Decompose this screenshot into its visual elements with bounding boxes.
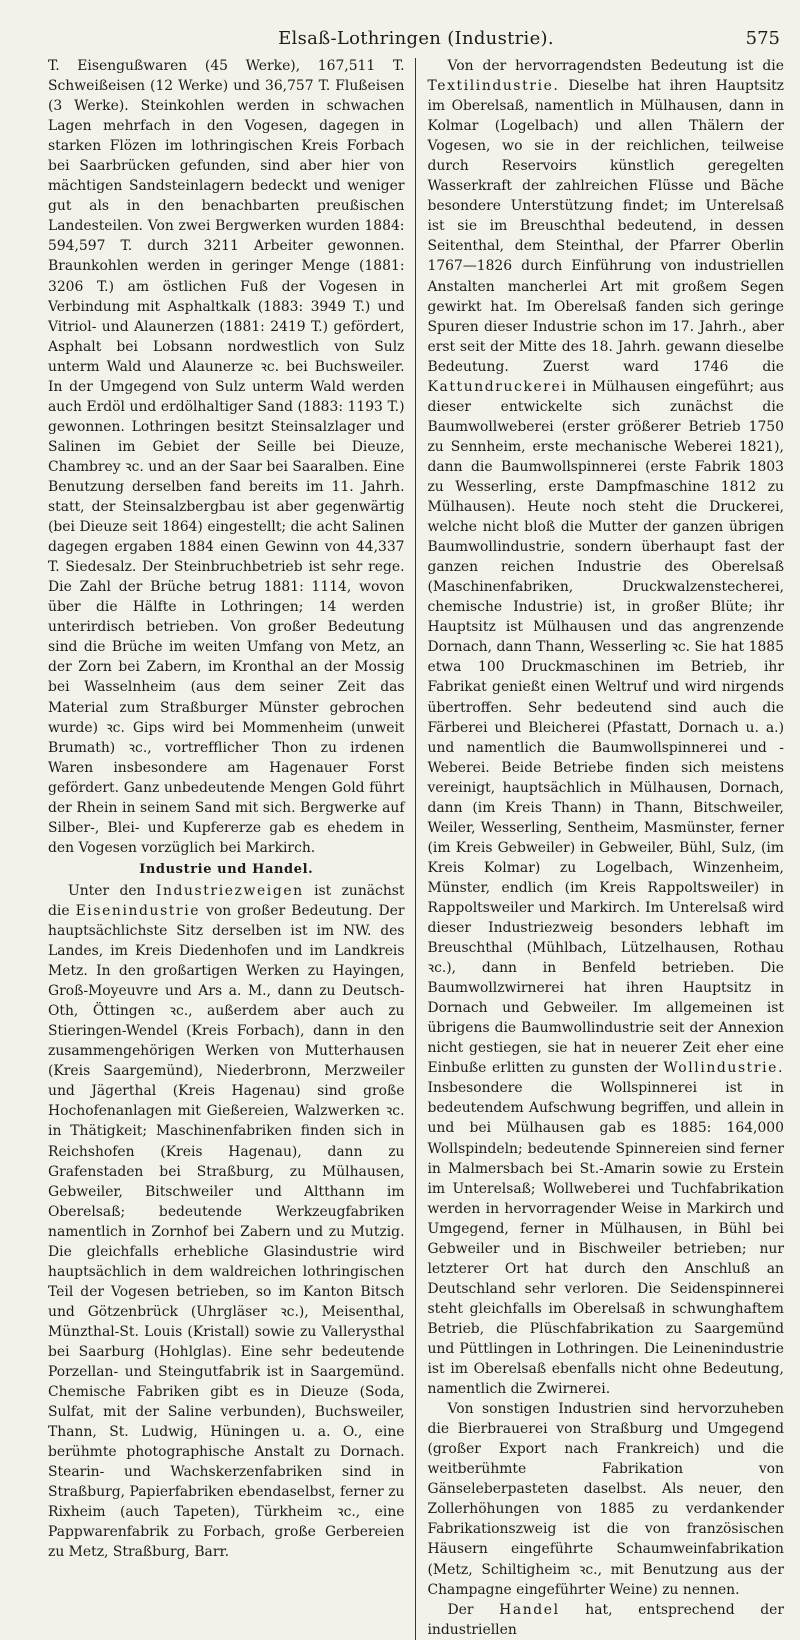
emphasis-industriezweige: Industriezweigen <box>155 882 304 899</box>
section-heading-industrie-und-handel: Industrie und Handel. <box>139 861 314 877</box>
text-run: Von der hervorragendsten Bedeutung ist die <box>447 58 784 74</box>
text-run: ist zunächst die <box>48 882 405 919</box>
emphasis-eisenindustrie: Eisenindustrie <box>75 902 201 919</box>
text-columns <box>48 56 784 1640</box>
paragraph-eisenindustrie <box>48 881 405 1563</box>
paragraph-mining: T. Eisengußwaren (45 Werke), 167,511 T. Schweißeisen (12 Werke) und 36,757 T. Flußeisen (3 Werke). Steinkohlen werden in schwachen Lagen mehrfach in den Vogesen, dagegen in starken Flözen im lothringischen Kreis Forbach bei Saarbrücken gefunden, sind aber hier von mächtigen Sandsteinlagern bedeckt und weniger gut als in den benachbarten preußischen Landesteilen. Von zwei Bergwerken wurden 1884: 594,597 T. durch 3211 Arbeiter gewonnen. Braunkohlen werden in geringer Menge (1881: 3206 T.) am östlichen Fuß der Vogesen in Verbindung mit Asphaltkalk (1883: 3949 T.) und Vitriol- und Alaunerzen (1881: 2419 T.) gefördert, Asphalt bei Lobsann nordwestlich von Sulz unterm Wald und Alaunerze ꝛc. bei Buchsweiler. In der Umgegend von Sulz unterm Wald werden auch Erdöl und erdölhaltiger Sand (1883: 1193 T.) gewonnen. Lothringen besitzt Steinsalzlager und Salinen im Gebiet der Seille bei Dieuze, Chambrey ꝛc. und an der Saar bei Saaralben. Eine Benutzung derselben fand bereits im 11. Jahrh. statt, der Steinsalzbergbau ist aber gegenwärtig (bei Dieuze seit 1864) eingestellt; die acht Salinen dagegen ergaben 1884 einen Gewinn von 44,337 T. Siedesalz. Der Steinbruchbetrieb ist sehr rege. Die Zahl der Brüche betrug 1881: 1114, wovon über die Hälfte in Lothringen; 14 werden unterirdisch betrieben. Von großer Bedeutung sind die Brüche im weiten Umfang von Metz, an der Zorn bei Zabern, im Kronthal an der Mossig bei Wasselnheim (aus dem seiner Zeit das Material zum Straßburger Münster gebrochen wurde) ꝛc. Gips wird bei Mommenheim (unweit Brumath) ꝛc., vortrefflicher Thon zu irdenen Waren insbesondere am Hagenauer Forst gefördert. Ganz unbedeutende Mengen Gold führt der Rhein in seinem Sand mit sich. Bergwerke auf Silber-, Blei- und Kupfererze gab es ehedem in den Vogesen vorzüglich bei Markirch. <box>48 58 405 856</box>
right-column <box>415 56 784 1640</box>
running-title: Elsaß-Lothringen (Industrie). <box>278 28 554 49</box>
emphasis-textilindustrie: Textilindustrie. <box>427 78 560 95</box>
text-run: hat, entsprechend der industriellen <box>427 1601 784 1638</box>
paragraph-handel <box>427 1600 784 1640</box>
text-run: Insbesondere die Wollspinnerei ist in bedeutendem Aufschwung begriffen, und allein in und bei Mülhausen gab es 1885: 164,000 Wollspindeln; bedeutende Spinnereien sind ferner in Malmersbach bei St.-Amarin sowie zu Erstein im Unterelsaß; Wollweberei und Tuchfabrikation werden in hervorragender Weise in Markirch und Umgegend, ferner in Mülhausen, in Bühl bei Gebweiler und in Bischweiler betrieben; nur letzterer Ort hat durch den Anschluß an Deutschland sehr verloren. Die Seidenspinnerei steht gleichfalls im Oberelsaß in schwunghaftem Betrieb, die Plüschfabrikation zu Saargemünd und Püttlingen in Lothringen. Die Leinenindustrie ist im Oberelsaß ebenfalls nicht ohne Bedeutung, namentlich die Zwirnerei. <box>427 1080 784 1398</box>
text-run: Dieselbe hat ihren Hauptsitz im Oberelsaß, namentlich in Mülhausen, dann in Kolmar (Logelbach) und allen Thälern der Vogesen, wo sie in der reichlichen, teilweise durch Reservoirs künstlich geregelten Wasserkraft der zahlreichen Flüsse und Bäche besondere Unterstützung findet; im Unterelsaß ist sie im Breuschthal bedeutend, in dessen Seitenthal, dem Steinthal, der Pfarrer Oberlin 1767—1826 durch Einführung von industriellen Anstalten mancherlei Art mit großem Segen gewirkt hat. Im Oberelsaß fanden sich geringe Spuren dieser Industrie schon im 17. Jahrh., aber erst seit der Mitte des 18. Jahrh. gewann dieselbe Bedeutung. Zuerst ward 1746 die <box>427 78 784 375</box>
text-run: Unter den <box>68 882 146 899</box>
emphasis-handel: Handel <box>499 1601 560 1618</box>
emphasis-wollindustrie: Wollindustrie. <box>663 1060 784 1077</box>
text-run: von großer Bedeutung. Der hauptsächlichste Sitz derselben ist im NW. des Landes, im Kreis Diedenhofen und im Landkreis Metz. In den großartigen Werken zu Hayingen, Groß-Moyeuvre und Ars a. M., dann zu Deutsch-Oth, Öttingen ꝛc., außerdem aber auch zu Stieringen-Wendel (Kreis Forbach), dann in den zusammengehörigen Werken von Mutterhausen (Kreis Saargemünd), Niederbronn, Merzweiler und Jägerthal (Kreis Hagenau) sind große Hochofenanlagen mit Gießereien, Walzwerken ꝛc. in Thätigkeit; Maschinenfabriken finden sich in Reichshofen (Kreis Hagenau), dann zu Grafenstaden bei Straßburg, zu Mülhausen, Gebweiler, Bitschweiler und Altthann im Oberelsaß; bedeutende Werkzeugfabriken namentlich in Zornhof bei Zabern und zu Mutzig. Die gleichfalls erhebliche Glasindustrie wird hauptsächlich in dem waldreichen lothringischen Teil der Vogesen betrieben, so im Kanton Bitsch und Götzenbrück (Uhrgläser ꝛc.), Meisenthal, Münzthal-St. Louis (Kristall) sowie zu Vallerysthal bei Saarburg (Hohlglas). Eine sehr bedeutende Porzellan- und Steingutfabrik ist in Saargemünd. Chemische Fabriken gibt es in Dieuze (Soda, Sulfat, mit der Saline verbunden), Buchsweiler, Thann, St. Ludwig, Hüningen u. a. O., eine berühmte photographische Anstalt zu Dornach. Stearin- und Wachskerzenfabriken sind in Straßburg, Papierfabriken ebendaselbst, ferner zu Rixheim (auch Tapeten), Türkheim ꝛc., eine Pappwarenfabrik zu Forbach, große Gerbereien zu Metz, Straßburg, Barr. <box>48 902 405 1561</box>
text-run: in Mülhausen eingeführt; aus dieser entwickelte sich zunächst die Baumwollweberei (erster größerer Betrieb 1750 zu Sennheim, erste mechanische Weberei 1821), dann die Baumwollspinnerei (erste Fabrik 1803 zu Wesserling, erste Dampfmaschine 1812 zu Mülhausen). Heute noch steht die Druckerei, welche nicht bloß die Mutter der ganzen übrigen Baumwollindustrie, sondern überhaupt fast der ganzen reichen Industrie des Oberelsaß (Maschinenfabriken, Druckwalzenstecherei, chemische Industrie) ist, in großer Blüte; ihr Hauptsitz ist Mülhausen und das angrenzende Dornach, dann Thann, Wesserling ꝛc. Sie hat 1885 etwa 100 Druckmaschinen im Betrieb, ihr Fabrikat genießt einen Weltruf und wird nirgends übertroffen. Sehr bedeutend sind auch die Färberei und Bleicherei (Pfastatt, Dornach u. a.) und namentlich die Baumwollspinnerei und -Weberei. Beide Betriebe finden sich meistens vereinigt, hauptsächlich in Mülhausen, Dornach, dann (im Kreis Thann) in Thann, Bitschweiler, Weiler, Wesserling, Sentheim, Masmünster, ferner (im Kreis Gebweiler) in Gebweiler, Bühl, Sulz, (im Kreis Kolmar) zu Logelbach, Winzenheim, Münster, endlich (im Kreis Rappoltsweiler) in Rappoltsweiler und Markirch. Im Unterelsaß wird dieser Industriezweig besonders lebhaft im Breuschthal (Mühlbach, Lützelhausen, Rothau ꝛc.), dann in Benfeld betrieben. Die Baumwollzwirnerei hat ihren Hauptsitz in Dornach und Gebweiler. Im allgemeinen ist übrigens die Baumwollindustrie seit der Annexion nicht gestiegen, sie hat in neuerer Zeit eher eine Einbuße erlitten zu gunsten der <box>427 378 784 1077</box>
running-head <box>48 22 784 56</box>
emphasis-kattundruckerei: Kattundruckerei <box>427 378 568 395</box>
left-column <box>48 56 415 1640</box>
text-run: Der <box>447 1601 474 1618</box>
page-number: 575 <box>745 28 780 49</box>
paragraph-textilindustrie <box>427 56 784 1399</box>
paragraph-sonstige-industrien: Von sonstigen Industrien sind hervorzuheben die Bierbrauerei von Straßburg und Umgegend (großer Export nach Frankreich) und die weitberühmte Fabrikation von Gänseleberpasteten daselbst. Als neuer, den Zollerhöhungen von 1885 zu verdankender Fabrikationszweig ist die von französischen Häusern eingeführte Schaumweinfabrikation (Metz, Schiltigheim ꝛc., mit Benutzung aus der Champagne eingeführter Weine) zu nennen. <box>427 1401 784 1598</box>
